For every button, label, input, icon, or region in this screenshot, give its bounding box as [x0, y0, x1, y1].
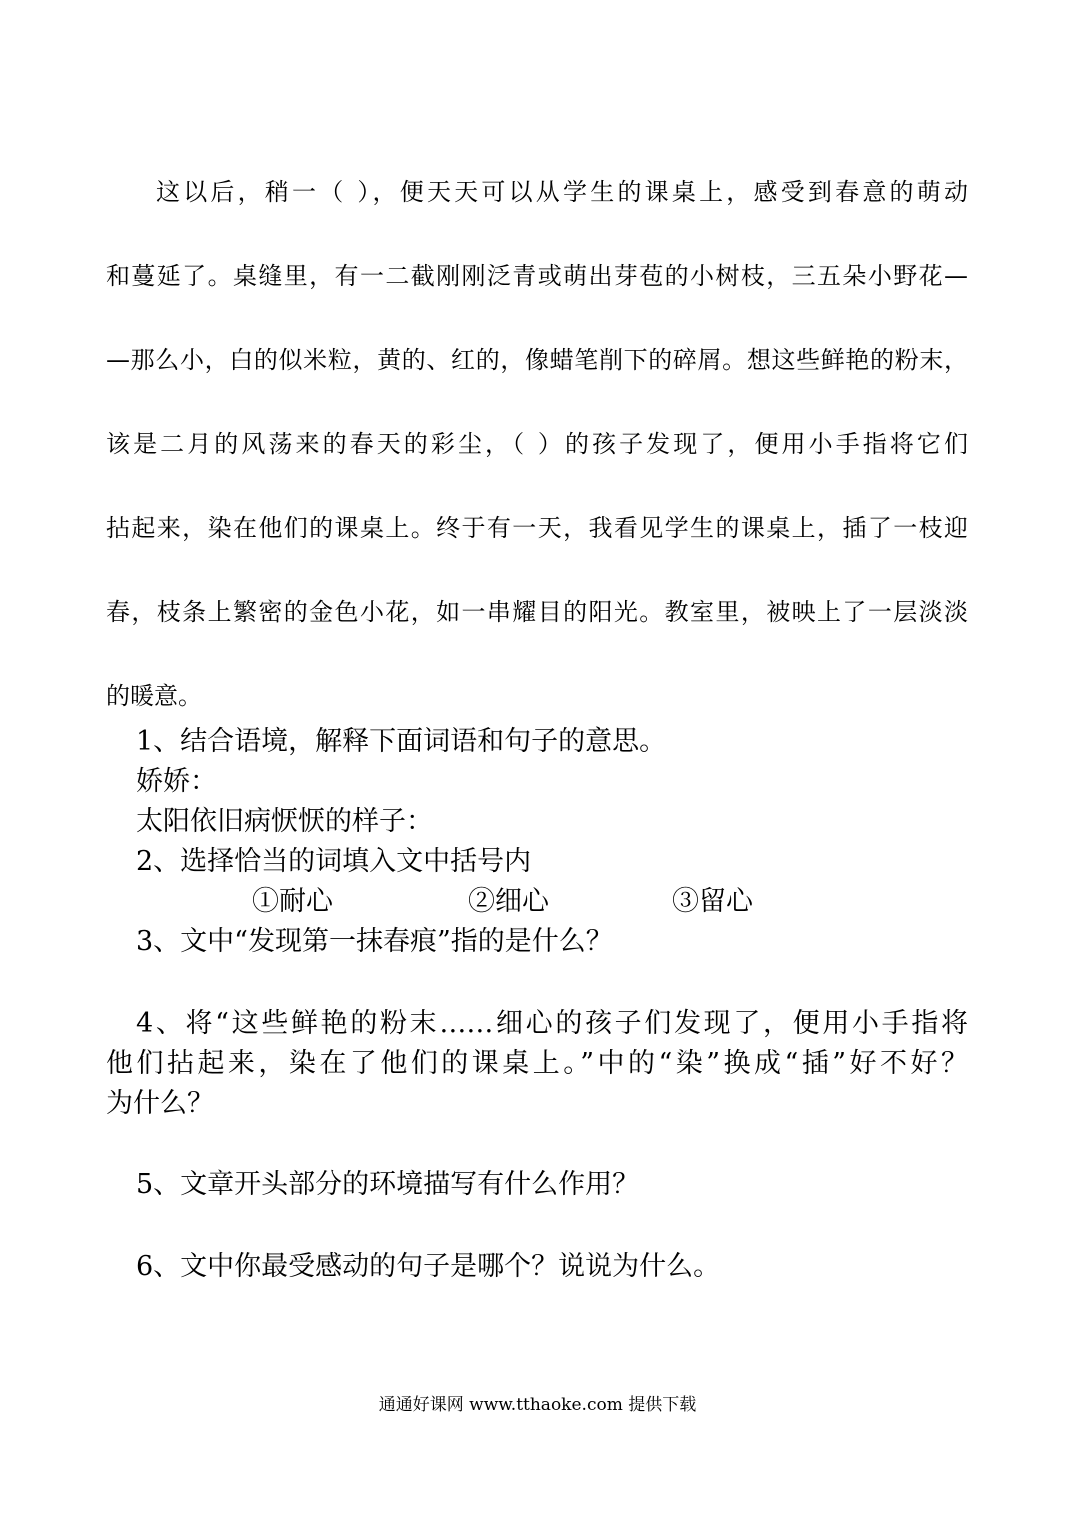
reading-passage: [106, 172, 968, 760]
question-6: 6、文中你最受感动的句子是哪个？说说为什么。: [136, 1251, 721, 1282]
passage-line: 春，枝条上繁密的金色小花，如一串耀目的阳光。教室里，被映上了一层淡淡: [106, 598, 968, 626]
option-naixin: ①耐心: [252, 886, 333, 917]
question-2: 2、选择恰当的词填入文中括号内: [136, 846, 532, 877]
passage-line: 和蔓延了。桌缝里，有一二截刚刚泛青或萌出芽苞的小树枝，三五朵小野花—: [106, 262, 968, 290]
page-footer: 通通好课网 www.tthaoke.com 提供下载: [378, 1395, 697, 1415]
question-4-line-1: 4、将“这些鲜艳的粉末……细心的孩子们发现了，便用小手指将: [136, 1008, 968, 1039]
question-2-options: [106, 882, 968, 922]
question-3: 3、文中“发现第一抹春痕”指的是什么？: [136, 926, 613, 957]
passage-line: 这以后，稍一（ ），便天天可以从学生的课桌上，感受到春意的萌动: [156, 178, 968, 206]
question-1-word: 娇娇：: [136, 766, 217, 797]
option-liuxin: ③留心: [672, 886, 753, 917]
question-1-sentence: 太阳依旧病恹恹的样子：: [136, 806, 433, 837]
question-list: [106, 722, 968, 1287]
question-5: 5、文章开头部分的环境描写有什么作用？: [136, 1169, 640, 1200]
question-1: 1、结合语境，解释下面词语和句子的意思。: [136, 726, 667, 757]
passage-line: 拈起来，染在他们的课桌上。终于有一天，我看见学生的课桌上，插了一枝迎: [106, 514, 968, 542]
passage-line: 该是二月的风荡来的春天的彩尘，（ ）的孩子发现了，便用小手指将它们: [106, 430, 968, 458]
question-4-line-3: 为什么？: [106, 1088, 214, 1119]
passage-line: 的暖意。: [106, 682, 202, 710]
passage-line: —那么小，白的似米粒，黄的、红的，像蜡笔削下的碎屑。想这些鲜艳的粉末，: [106, 346, 968, 374]
question-4-line-2: 他们拈起来，染在了他们的课桌上。”中的“染”换成“插”好不好？: [106, 1048, 968, 1079]
option-xixin: ②细心: [468, 886, 549, 917]
